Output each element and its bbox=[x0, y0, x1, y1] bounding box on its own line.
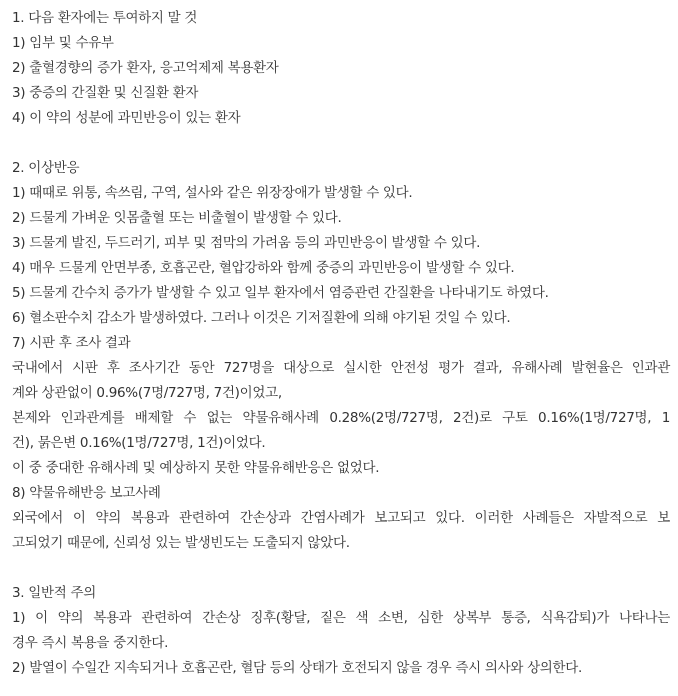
text-line: 3) 중증의 간질환 및 신질환 환자 bbox=[12, 85, 199, 101]
text-line: 2) 발열이 수일간 지속되거나 호흡곤란, 혈담 등의 상태가 호전되지 않을 경우 즉시 의사와 상의한다. bbox=[12, 660, 583, 676]
section-heading-general-precautions: 3. 일반적 주의 bbox=[12, 585, 96, 601]
text-line: 4) 매우 드물게 안면부종, 호흡곤란, 혈압강하와 함께 중증의 과민반응이 발생할 수 있다. bbox=[12, 260, 515, 276]
text-line: 4) 이 약의 성분에 과민반응이 있는 환자 bbox=[12, 110, 241, 126]
text-line: 8) 약물유해반응 보고사례 bbox=[12, 485, 161, 501]
section-heading-adverse-reactions: 2. 이상반응 bbox=[12, 160, 80, 176]
text-line: 5) 드물게 간수치 증가가 발생할 수 있고 일부 환자에서 염증관련 간질환을 나타내기도 하였다. bbox=[12, 285, 549, 301]
text-line: 고되었기 때문에, 신뢰성 있는 발생빈도는 도출되지 않았다. bbox=[12, 535, 350, 551]
text-line: 1) 임부 및 수유부 bbox=[12, 35, 114, 51]
text-line: 7) 시판 후 조사 결과 bbox=[12, 335, 131, 351]
text-line: 3) 드물게 발진, 두드러기, 피부 및 점막의 가려움 등의 과민반응이 발생할 수 있다. bbox=[12, 235, 481, 251]
text-line: 이 중 중대한 유해사례 및 예상하지 못한 약물유해반응은 없었다. bbox=[12, 460, 380, 476]
text-line: 외국에서 이 약의 복용과 관련하여 간손상과 간염사례가 보고되고 있다. 이러한 사례들은 자발적으로 보 bbox=[12, 510, 670, 526]
text-line: 1) 이 약의 복용과 관련하여 간손상 징후(황달, 짙은 색 소변, 심한 상복부 통증, 식욕감퇴)가 나타나는 bbox=[12, 610, 670, 626]
text-line: 본제와 인과관계를 배제할 수 없는 약물유해사례 0.28%(2명/727명, 2건)로 구토 0.16%(1명/727명, 1 bbox=[12, 410, 670, 426]
text-line: 2) 출혈경향의 증가 환자, 응고억제제 복용환자 bbox=[12, 60, 279, 76]
text-line: 계와 상관없이 0.96%(7명/727명, 7건)이었고, bbox=[12, 385, 282, 401]
text-line: 1) 때때로 위통, 속쓰림, 구역, 설사와 같은 위장장애가 발생할 수 있다. bbox=[12, 185, 413, 201]
section-heading-contraindications: 1. 다음 환자에는 투여하지 말 것 bbox=[12, 10, 198, 26]
blank-line bbox=[12, 131, 678, 156]
text-line: 2) 드물게 가벼운 잇몸출혈 또는 비출혈이 발생할 수 있다. bbox=[12, 210, 342, 226]
blank-line bbox=[12, 556, 678, 581]
text-line: 건), 묽은변 0.16%(1명/727명, 1건)이었다. bbox=[12, 435, 266, 451]
text-line: 국내에서 시판 후 조사기간 동안 727명을 대상으로 실시한 안전성 평가 결과, 유해사례 발현율은 인과관 bbox=[12, 360, 670, 376]
text-line: 경우 즉시 복용을 중지한다. bbox=[12, 635, 169, 651]
text-line: 6) 혈소판수치 감소가 발생하였다. 그러나 이것은 기저질환에 의해 야기된 것일 수 있다. bbox=[12, 310, 511, 326]
